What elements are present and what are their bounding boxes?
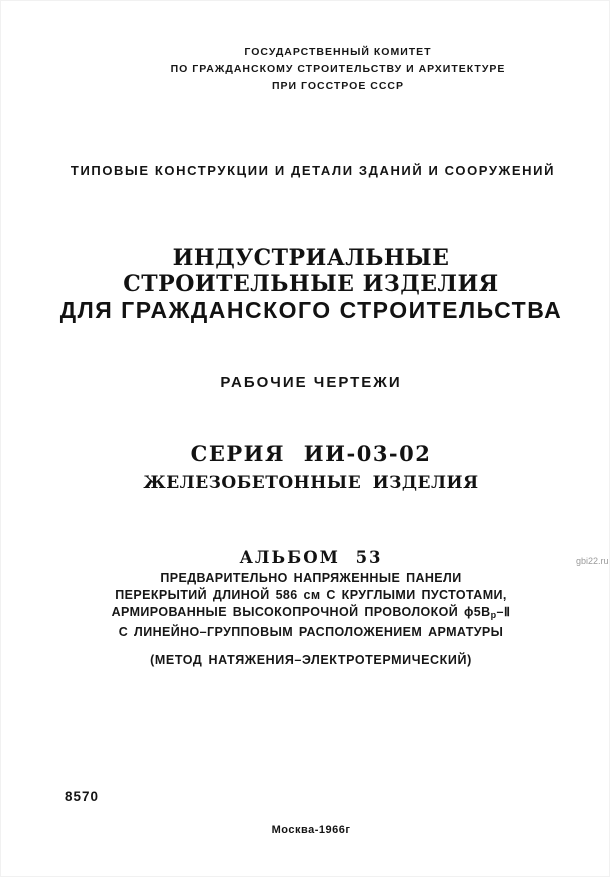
publisher-header-line1: ГОСУДАРСТВЕННЫЙ КОМИТЕТ bbox=[244, 46, 432, 58]
document-title bbox=[6, 245, 610, 323]
order-number: 8570 bbox=[65, 789, 100, 804]
publisher-header-line2: ПО ГРАЖДАНСКОМУ СТРОИТЕЛЬСТВУ И АРХИТЕКТУРЕ bbox=[170, 63, 506, 75]
album-description-line1: ПРЕДВАРИТЕЛЬНО НАПРЯЖЕННЫЕ ПАНЕЛИ bbox=[160, 571, 462, 585]
document-title-line2: СТРОИТЕЛЬНЫЕ ИЗДЕЛИЯ bbox=[123, 271, 499, 297]
publisher-header bbox=[33, 44, 610, 95]
site-watermark: gbi22.ru bbox=[576, 556, 609, 566]
album-heading: АЛЬБОМ 53 bbox=[239, 548, 383, 567]
series-strapline: ТИПОВЫЕ КОНСТРУКЦИИ И ДЕТАЛИ ЗДАНИЙ И СООРУЖЕНИЙ bbox=[70, 163, 556, 178]
album-description-line3 bbox=[6, 604, 610, 624]
document-title-line1: ИНДУСТРИАЛЬНЫЕ bbox=[172, 245, 450, 271]
album-description-line4: С ЛИНЕЙНО–ГРУППОВЫМ РАСПОЛОЖЕНИЕМ АРМАТУРЫ bbox=[118, 625, 504, 639]
album-description-line2: ПЕРЕКРЫТИЙ ДЛИНОЙ 586 см С КРУГЛЫМИ ПУСТОТАМИ, bbox=[115, 588, 507, 602]
document-title-line3: ДЛЯ ГРАЖДАНСКОГО СТРОИТЕЛЬСТВА bbox=[59, 297, 563, 323]
city-year-imprint: Москва-1966г bbox=[271, 824, 351, 836]
working-drawings-label: РАБОЧИЕ ЧЕРТЕЖИ bbox=[220, 374, 402, 391]
wire-class-subscript: р bbox=[490, 610, 497, 620]
album-description bbox=[6, 570, 610, 641]
album-description-line3-text: АРМИРОВАННЫЕ ВЫСОКОПРОЧНОЙ ПРОВОЛОКОЙ ϕ5В bbox=[111, 605, 491, 619]
series-number: СЕРИЯ ИИ-03-02 bbox=[190, 441, 432, 466]
wire-class-roman-numeral: –Ⅱ bbox=[496, 605, 511, 619]
series-category: ЖЕЛЕЗОБЕТОННЫЕ ИЗДЕЛИЯ bbox=[143, 473, 479, 493]
tensioning-method-note: (МЕТОД НАТЯЖЕНИЯ–ЭЛЕКТРОТЕРМИЧЕСКИЙ) bbox=[150, 653, 472, 667]
publisher-header-line3: ПРИ ГОССТРОЕ СССР bbox=[271, 80, 405, 92]
